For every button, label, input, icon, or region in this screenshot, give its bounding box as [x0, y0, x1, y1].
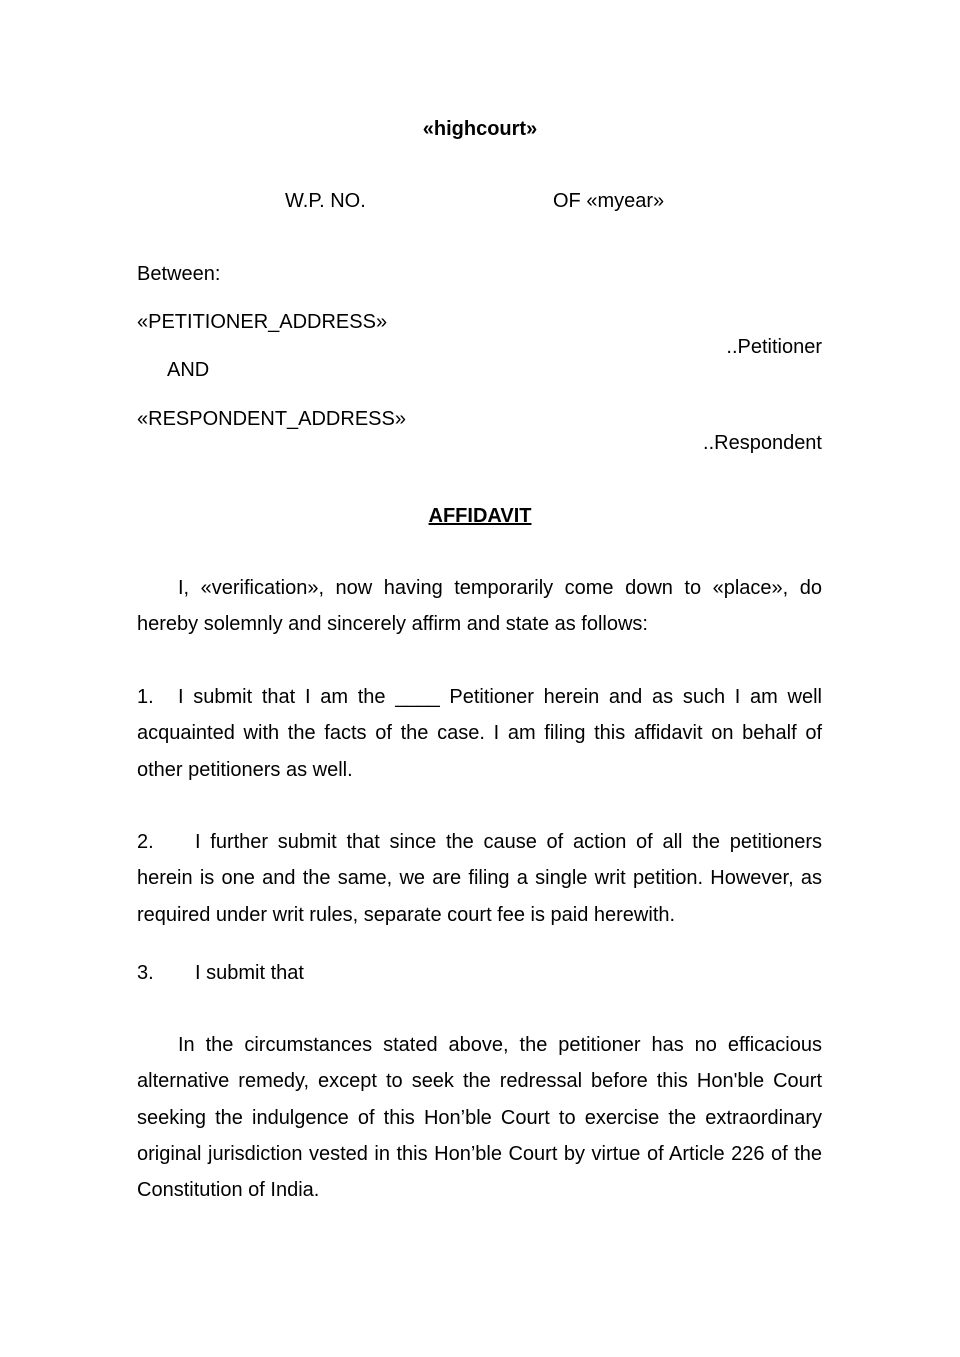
paragraph-3-text: I submit that	[195, 962, 304, 984]
closing-paragraph: In the circumstances stated above, the petitioner has no efficacious alternative remedy, except to seek the redressal before this Hon'ble Court seeking the indulgence of this Hon’ble Court to exercise the extraordinary original jurisdiction vested in this Hon’ble Court by virtue of Article 226 of the Constitution of India.	[137, 1034, 822, 1202]
paragraph-2-number: 2.	[137, 831, 154, 853]
and-label: AND	[167, 359, 210, 381]
document-title: AFFIDAVIT	[428, 505, 532, 527]
intro-paragraph: I, «verification», now having temporarily come down to «place», do hereby solemnly and sincerely affirm and state as follows:	[137, 577, 822, 636]
between-label: Between:	[137, 263, 221, 285]
paragraph-3-number: 3.	[137, 962, 154, 984]
wp-number-label: W.P. NO.	[285, 190, 366, 212]
petitioner-role: ..Petitioner	[726, 336, 822, 358]
wp-year-label: OF «myear»	[553, 190, 665, 212]
respondent-address: «RESPONDENT_ADDRESS»	[137, 408, 406, 430]
petitioner-address: «PETITIONER_ADDRESS»	[137, 311, 388, 333]
paragraph-2-text: I further submit that since the cause of action of all the petitioners herein is one and the same, we are filing a single writ petition. However, as required under writ rules, separate court fee is paid herewith.	[137, 831, 822, 926]
paragraph-2	[137, 824, 822, 933]
court-name: «highcourt»	[422, 118, 538, 140]
paragraph-3	[137, 955, 822, 991]
paragraph-1-number: 1.	[137, 686, 154, 708]
paragraph-1-text: I submit that I am the ____ Petitioner herein and as such I am well acquainted with the facts of the case. I am filing this affidavit on behalf of other petitioners as well.	[137, 686, 822, 781]
respondent-role: ..Respondent	[703, 432, 822, 454]
paragraph-1	[137, 679, 822, 788]
